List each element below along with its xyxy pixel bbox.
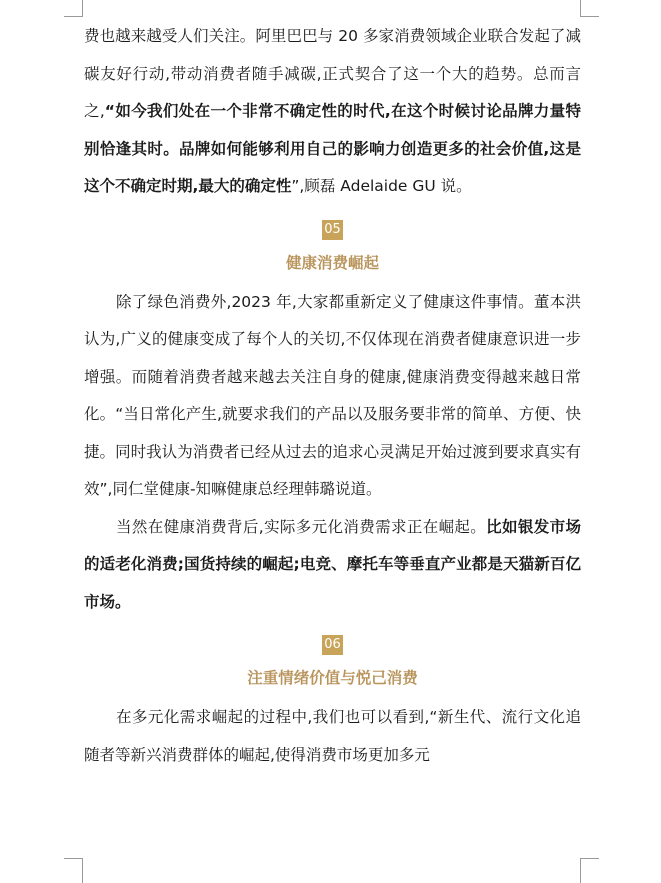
paragraph bbox=[84, 509, 581, 622]
section-heading: 注重情绪价值与悦己消费 bbox=[247, 669, 418, 687]
page-corner-mark bbox=[64, 0, 83, 17]
page-corner-mark bbox=[580, 0, 599, 17]
paragraph-text: ”,顾磊 Adelaide GU 说。 bbox=[291, 177, 472, 195]
paragraph-text: 费也越来越受人们关注。阿里巴巴与 20 多家消费领域企业联合发起了减碳友好行动,带动消费者随手减碳,正式契合了这一个大的趋势。 bbox=[84, 27, 581, 83]
bold-text: 比如银发市场的适老化消费;国货持续的崛起;电竞、摩托车等垂直产业都是天猫新百亿市场。 bbox=[84, 517, 581, 611]
page-corner-mark bbox=[580, 858, 599, 883]
paragraph-intro bbox=[84, 18, 581, 206]
section-number-badge bbox=[84, 629, 581, 663]
document-body bbox=[84, 18, 581, 774]
paragraph: 在多元化需求崛起的过程中,我们也可以看到,“新生代、流行文化追随者等新兴消费群体的崛起,使得消费市场更加多元 bbox=[84, 708, 581, 764]
section-heading: 健康消费崛起 bbox=[285, 253, 379, 272]
section-number: 06 bbox=[322, 635, 343, 655]
paragraph-text: 总而言之, bbox=[84, 64, 581, 120]
bold-quote: “如今我们处在一个非常不确定性的时代,在这个时候讨论品牌力量特别恰逢其时。品牌如何能够利用自己的影响力创造更多的社会价值,这是这个不确定时期,最大的确定性 bbox=[84, 102, 582, 195]
paragraph-text: 当然在健康消费背后,实际多元化消费需求正在崛起。 bbox=[116, 517, 487, 536]
section-number-badge bbox=[84, 214, 581, 248]
paragraph: 除了绿色消费外,2023 年,大家都重新定义了健康这件事情。董本洪认为,广义的健康变成了每个人的关切,不仅体现在消费者健康意识进一步增强。而随着消费者越来越去关注自身的健康,健康消费变得越来越日常化。“当日常化产生,就要求我们的产品以及服务要非常的简单、方便、快捷。同时我认为消费者已经从过去的追求心灵满足开始过渡到要求真实有效”,同仁堂健康-知嘛健康总经理韩璐说道。 bbox=[84, 292, 581, 498]
page-corner-mark bbox=[64, 858, 83, 883]
section-number: 05 bbox=[322, 220, 343, 240]
